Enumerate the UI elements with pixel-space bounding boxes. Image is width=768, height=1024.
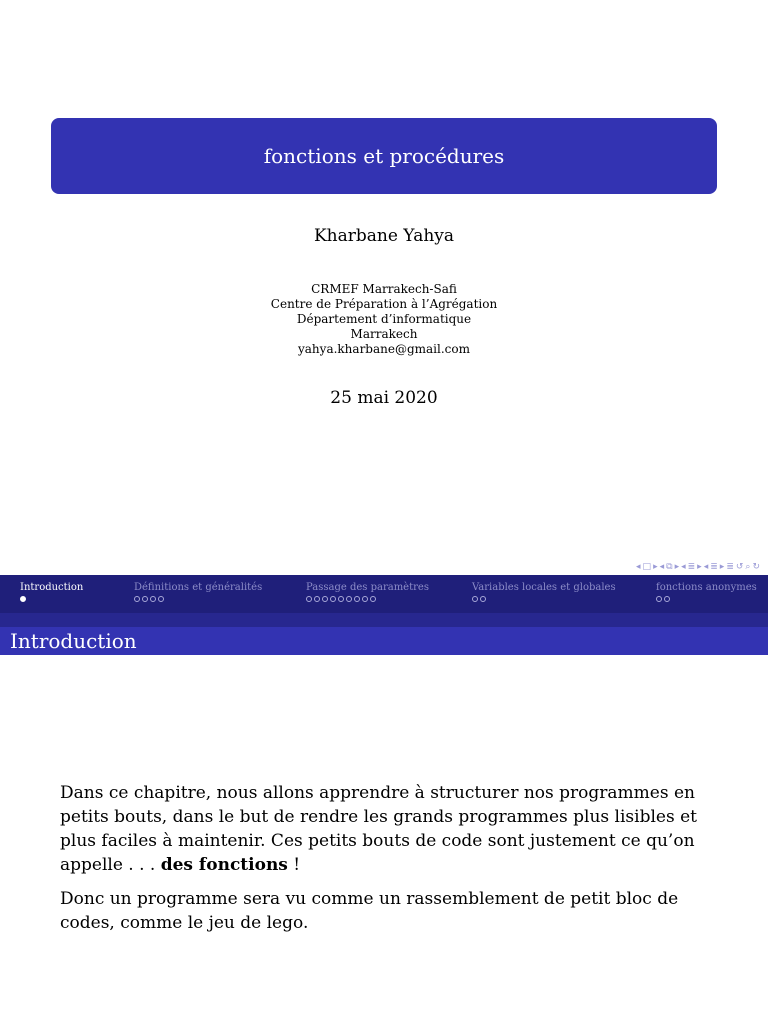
nav-section[interactable] [472,581,616,602]
nav-section-frames [20,596,83,602]
nav-section[interactable] [20,581,83,602]
frame-dot[interactable] [306,596,312,602]
frame-title [0,627,768,655]
affiliation-line: CRMEF Marrakech-Safi [311,282,457,296]
nav-section[interactable] [656,581,757,602]
nav-symbol-icon[interactable]: ⌕ [745,562,751,572]
nav-section-label[interactable]: fonctions anonymes [656,582,757,593]
nav-section-label[interactable]: Variables locales et globales [472,582,616,593]
frame-dot[interactable] [314,596,320,602]
nav-section-frames [134,596,262,602]
frame-dot[interactable] [338,596,344,602]
frame-dot[interactable] [150,596,156,602]
affiliation-block [0,282,768,357]
subsection-strip [0,613,768,627]
nav-symbol-icon[interactable]: ◂ [681,562,686,572]
introduction-slide [0,575,768,1024]
frame-dot[interactable] [20,596,26,602]
frame-dot[interactable] [346,596,352,602]
affiliation-line: Centre de Préparation à l’Agrégation [270,297,498,311]
nav-symbol-icon[interactable]: ◂ [659,562,665,572]
nav-symbol-icon[interactable]: ◂ [636,562,641,572]
nav-section-label[interactable]: Passage des paramètres [306,582,429,593]
paragraph-1-text: Dans ce chapitre, nous allons apprendre à structurer nos programmes en petits bouts, dans le but de rendre les grands programmes plus lisibles et plus faciles à maintenir. Ces petits bouts de code sont justement ce qu’on appelle . . . [60,783,697,875]
presentation-title-box [51,118,717,194]
nav-symbol-icon[interactable]: ↺ [735,562,744,572]
frame-dot[interactable] [664,596,670,602]
nav-symbol-icon[interactable]: ≣ [710,562,718,572]
nav-symbol-icon[interactable]: ◂ [703,562,709,572]
frame-dot[interactable] [322,596,328,602]
paragraph-1-end: ! [287,855,301,875]
nav-section-frames [306,596,429,602]
nav-symbol-icon[interactable]: ▸ [653,562,658,572]
frame-dot[interactable] [330,596,336,602]
frame-dot[interactable] [158,596,164,602]
author-name: Kharbane Yahya [313,226,455,246]
section-navigation-bar [0,575,768,613]
nav-symbol-icon[interactable]: ▸ [697,562,702,572]
nav-symbol-icon[interactable]: □ [642,562,652,572]
frame-title-text: Introduction [10,629,137,653]
frame-dot[interactable] [134,596,140,602]
nav-symbol-icon[interactable]: ↻ [752,562,760,572]
nav-section[interactable] [134,581,262,602]
nav-symbol-icon[interactable]: ▸ [719,562,725,572]
frame-dot[interactable] [480,596,486,602]
frame-dot[interactable] [656,596,662,602]
slide-body [60,781,700,945]
presentation-date: 25 mai 2020 [330,388,438,408]
nav-section-label[interactable]: Définitions et généralités [134,582,263,593]
nav-symbol-icon[interactable]: ⧉ [666,562,673,572]
beamer-navigation-symbols[interactable] [636,560,760,574]
frame-dot[interactable] [362,596,368,602]
nav-section-label[interactable]: Introduction [20,582,84,593]
affiliation-line: Marrakech [350,327,418,341]
affiliation-line: Département d’informatique [296,312,472,326]
nav-section[interactable] [306,581,429,602]
presentation-title: fonctions et procédures [263,144,505,168]
frame-dot[interactable] [354,596,360,602]
nav-section-frames [472,596,616,602]
paragraph-2: Donc un programme sera vu comme un rassemblement de petit bloc de codes, comme le jeu de lego. [60,889,679,933]
nav-symbol-icon[interactable]: ≣ [687,562,696,572]
emphasis-fonctions: des fonctions [160,855,288,875]
nav-symbol-icon[interactable]: ▸ [674,562,680,572]
nav-section-frames [656,596,757,602]
nav-symbol-icon[interactable]: ≣ [726,562,734,572]
paragraph-1 [60,781,700,877]
frame-dot[interactable] [370,596,376,602]
frame-dot[interactable] [142,596,148,602]
author-email: yahya.kharbane@gmail.com [298,342,470,356]
frame-dot[interactable] [472,596,478,602]
